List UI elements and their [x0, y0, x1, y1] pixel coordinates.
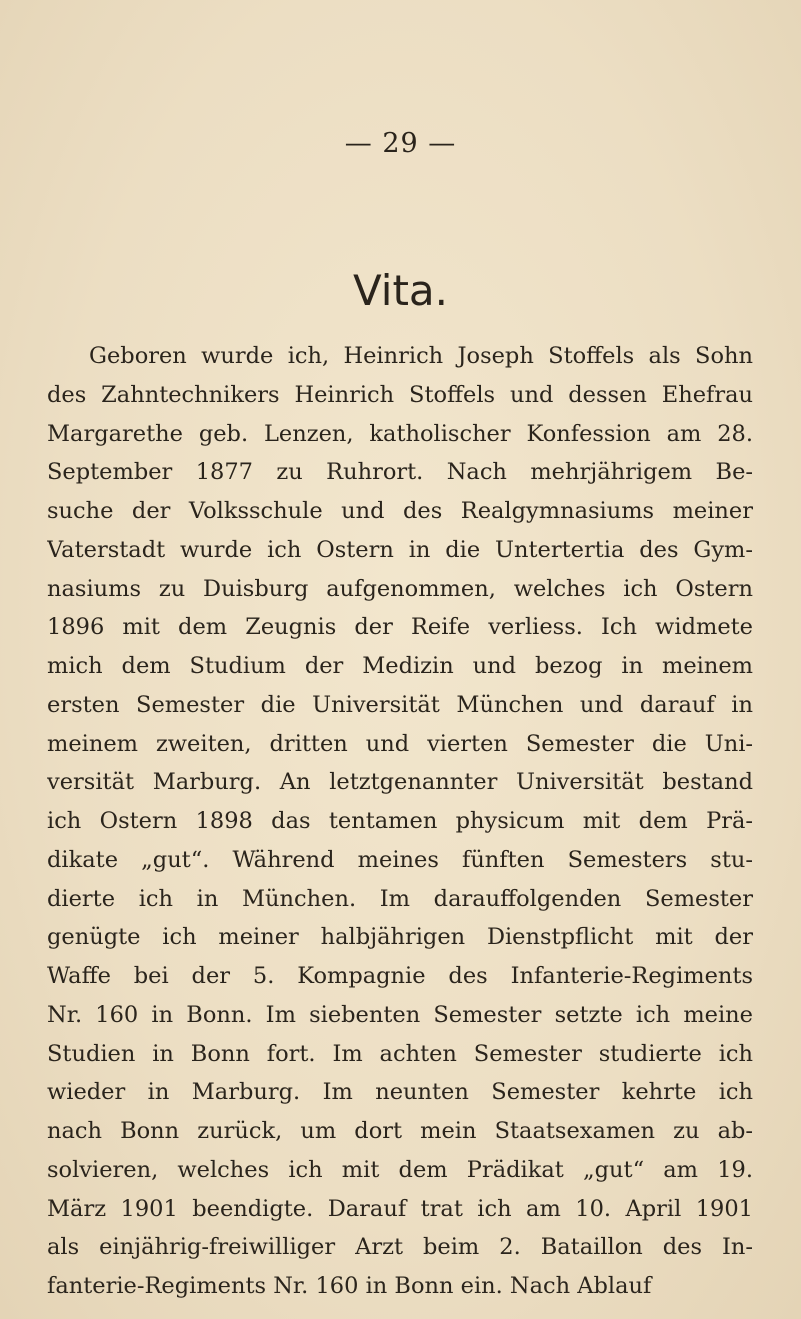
text-line: Waffe bei der 5. Kompagnie des Infanterie-Regiments: [47, 963, 753, 989]
text-line: nach Bonn zurück, um dort mein Staatsexamen zu ab-: [47, 1118, 753, 1144]
text-line: Margarethe geb. Lenzen, katholischer Konfession am 28.: [47, 420, 753, 447]
text-line: des Zahntechnikers Heinrich Stoffels und dessen Ehefrau: [47, 381, 753, 408]
text-line: Vaterstadt wurde ich Ostern in die Untertertia des Gym-: [47, 536, 753, 563]
text-line: meinem zweiten, dritten und vierten Semester die Uni-: [47, 730, 753, 757]
text-line: genügte ich meiner halbjährigen Dienstpflicht mit der: [47, 924, 753, 951]
text-line: Studien in Bonn fort. Im achten Semester studierte ich: [47, 1040, 753, 1067]
text-line: dierte ich in München. Im darauffolgenden Semester: [47, 885, 753, 912]
vita-paragraph: [47, 337, 753, 1306]
page-number: — 29 —: [344, 128, 457, 159]
text-line: versität Marburg. An letztgenannter Universität bestand: [47, 769, 753, 796]
text-line: nasiums zu Duisburg aufgenommen, welches ich Ostern: [47, 575, 753, 602]
text-line: solvieren, welches ich mit dem Prädikat „gut“ am 19.: [47, 1156, 753, 1183]
text-line: März 1901 beendigte. Darauf trat ich am 10. April 1901: [47, 1195, 753, 1222]
text-line: fanterie-Regiments Nr. 160 in Bonn ein. Nach Ablauf: [47, 1273, 652, 1299]
text-line: September 1877 zu Ruhrort. Nach mehrjährigem Be-: [47, 459, 753, 486]
text-line: ersten Semester die Universität München und darauf in: [47, 691, 753, 718]
text-line: suche der Volksschule und des Realgymnasiums meiner: [47, 498, 753, 524]
text-line: ich Ostern 1898 das tentamen physicum mit dem Prä-: [47, 808, 753, 834]
text-line: Geboren wurde ich, Heinrich Joseph Stoffels als Sohn: [89, 343, 753, 369]
section-heading: Vita.: [352, 266, 449, 315]
text-line: Nr. 160 in Bonn. Im siebenten Semester setzte ich meine: [47, 1001, 753, 1028]
text-line: dikate „gut“. Während meines fünften Semesters stu-: [47, 846, 753, 873]
text-line: als einjährig-freiwilliger Arzt beim 2. Bataillon des In-: [47, 1234, 753, 1261]
text-line: mich dem Studium der Medizin und bezog in meinem: [47, 653, 753, 679]
text-line: 1896 mit dem Zeugnis der Reife verliess. Ich widmete: [47, 614, 753, 641]
text-line: wieder in Marburg. Im neunten Semester kehrte ich: [47, 1079, 753, 1106]
